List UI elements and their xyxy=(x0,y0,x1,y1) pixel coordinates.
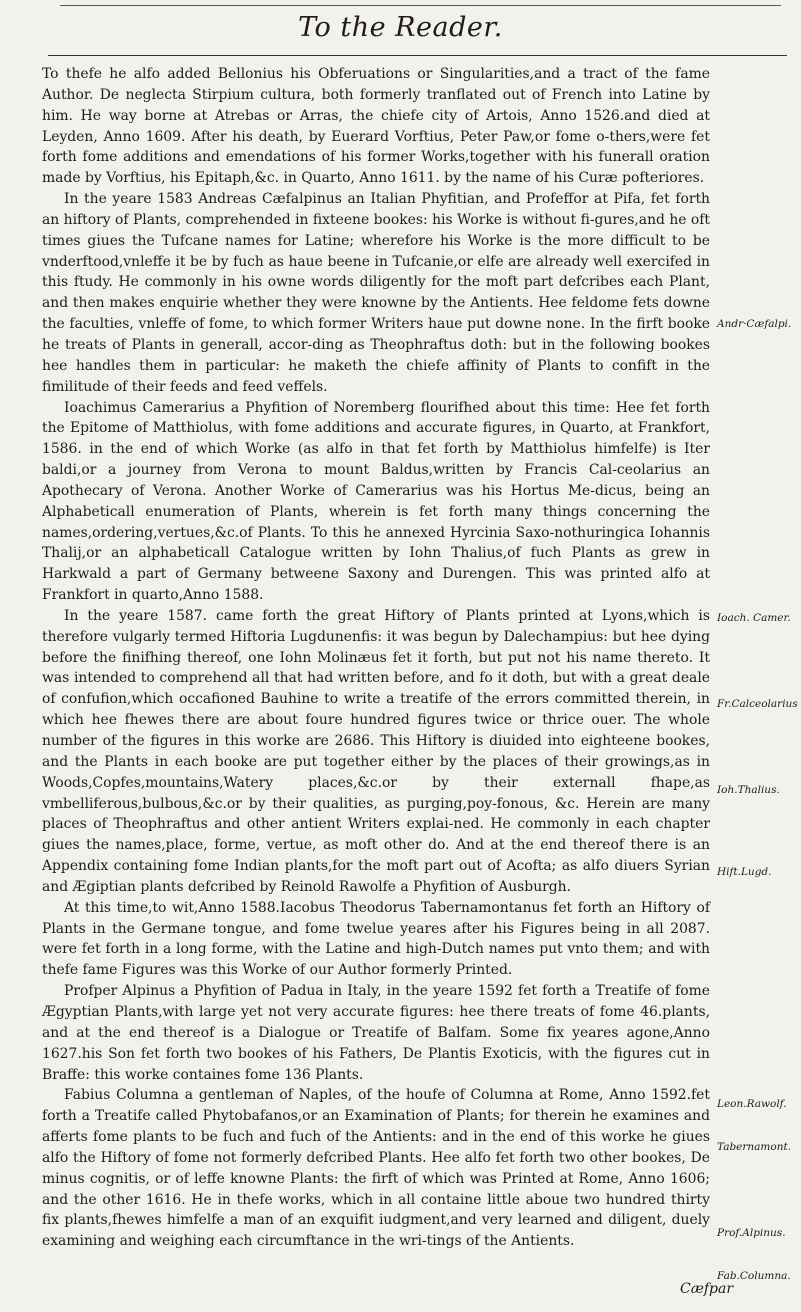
margin-note: Ioach. Camer. xyxy=(717,612,791,624)
running-header: To the Reader. xyxy=(298,12,503,43)
paragraph-caesalpinus: In the yeare 1583 Andreas Cæfalpinus an Italian Phyfitian, and Profeffor at Pifa, fet forth an hiftory of Plants, comprehended in fixteene bookes: his Worke is without fi-gures,and he oft times giues the Tufcane names for Latine; wherefore his Worke is the more difficult to be vnderftood,vnleffe it be by fuch as haue beene in Tufcanie,or elfe are already well exercifed in this ftudy. He commonly in his owne words diligently for the moft part defcribes each Plant, and then makes enquirie whether they were knowne by the Antients. Hee feldome fets downe the faculties, vnleffe of fome, to which former Writers haue put downe none. In the firft booke he treats of Plants in generall, accor-ding as Theophraftus doth: but in the following bookes hee handles them in particular: he maketh the chiefe affinity of Plants to confift in the fimilitude of their feeds and feed veffels. xyxy=(42,191,710,395)
paragraph-tabernamontanus: At this time,to wit,Anno 1588.Iacobus Theodorus Tabernamontanus fet forth an Hiftory of Plants in the Germane tongue, and fome twelue yeares after his Figures being in all 2087. were fet forth in a long forme, with the Latine and high-Dutch names put vnto them; and with thefe fame Figures was this Worke of our Author formerly Printed. xyxy=(42,899,710,979)
margin-note: Leon.Rawolf. xyxy=(717,1098,787,1110)
margin-note: Fr.Calceolarius xyxy=(717,698,798,710)
paragraph-historia-lugdunensis: In the yeare 1587. came forth the great Hiftory of Plants printed at Lyons,which is therefore vulgarly termed Hiftoria Lugdunenfis: it was begun by Dalechampius: but hee dying before the finifhing thereof, one Iohn Molinæus fet it forth, but put not his name thereto. It was intended to comprehend all that had written before, and fo it doth, but with a great deale of confufion,which occafioned Bauhine to write a treatife of the errors committed therein, in which hee fhewes there are about foure hundred figures twice or thrice ouer. The whole number of the figures in this worke are 2686. This Hiftory is diuided into eighteene bookes, and the Plants in each booke are put together either by the places of their growings,as in Woods,Copfes,mountains,Watery places,&c.or by their externall fhape,as vmbelliferous,bulbous,&c.or by their qualities, as purging,poy-fonous, &c. Herein are many places of Theophraftus and other antient Writers explai-ned. He commonly in each chapter giues the names,place, forme, vertue, as moft other do. And at the end thereof there is an Appendix containing fome Indian plants,for the moft part out of Acofta; as alfo diuers Syrian and Ægiptian plants defcribed by Reinold Rawolfe a Phyfition of Ausburgh. xyxy=(42,607,710,895)
paragraph-bellonius: To thefe he alfo added Bellonius his Obferuations or Singularities,and a tract of the fame Author. De neglecta Stirpium cultura, both formerly tranflated out of French into Latine by him. He way borne at Atrebas or Arras, the chiefe city of Artois, Anno 1526.and died at Leyden, Anno 1609. After his death, by Euerard Vorftius, Peter Paw,or fome o-thers,were fet forth fome additions and emendations of his former Works,together with his funerall oration made by Vorftius, his Epitaph,&c. in Quarto, Anno 1611. by the name of his Curæ pofteriores. xyxy=(42,66,710,187)
margin-note: Prof.Alpinus. xyxy=(717,1227,786,1239)
margin-note: Fab.Columna. xyxy=(717,1270,791,1282)
margin-note: Andr·Cæfalpi. xyxy=(717,318,792,330)
paragraph-columna: Fabius Columna a gentleman of Naples, of the houfe of Columna at Rome, Anno 1592.fet forth a Treatife called Phytobafanos,or an Examination of Plants; for therein he examines and afferts fome plants to be fuch and fuch of the Antients: and in the end of this worke he giues alfo the Hiftory of fome not formerly defcribed Plants. Hee alfo fet forth two other bookes, De minus cognitis, or of leffe knowne Plants: the firft of which was Printed at Rome, Anno 1606; and the other 1616. He in thefe works, which in all containe little aboue two hundred thirty fix plants,fhewes himfelfe a man of an exquifit iudgment,and very learned and diligent, duely examining and weighing each circumftance in the wri-tings of the Antients. xyxy=(42,1087,710,1250)
paragraph-camerarius: Ioachimus Camerarius a Phyfition of Noremberg flourifhed about this time: Hee fet forth the Epitome of Matthiolus, with fome additions and accurate figures, in Quarto, at Frankfort, 1586. in the end of which Worke (as alfo in that fet forth by Matthiolus himfelfe) is Iter baldi,or a journey from Verona to mount Baldus,written by Francis Cal-ceolarius an Apothecary of Verona. Another Worke of Camerarius was his Hortus Me-dicus, being an Alphabeticall enumeration of Plants, wherein is fet forth many things concerning the names,ordering,vertues,&c.of Plants. To this he annexed Hyrcinia Saxo-nothuringica Iohannis Thalij,or an alphabeticall Catalogue written by Iohn Thalius,of fuch Plants as grew in Harkwald a part of Germany betweene Saxony and Durengen. This was printed alfo at Frankfort in quarto,Anno 1588. xyxy=(42,399,710,604)
margin-note: Ioh.Thalius. xyxy=(717,784,780,796)
paragraph-alpinus: Profper Alpinus a Phyfition of Padua in Italy, in the yeare 1592 fet forth a Treatife of fome Ægyptian Plants,with large yet not very accurate figures: hee there treats of fome 46.plants, and at the end thereof is a Dialogue or Treatife of Balfam. Some fix yeares agone,Anno 1627.his Son fet forth two bookes of his Fathers, De Plantis Exoticis, with the figures cut in Braffe: this worke containes fome 136 Plants. xyxy=(42,983,710,1083)
catchword: Cæfpar xyxy=(680,1281,734,1297)
top-rule xyxy=(60,5,781,6)
margin-note: Hift.Lugd. xyxy=(717,866,772,878)
margin-note: Tabernamont. xyxy=(717,1141,792,1153)
main-text xyxy=(42,64,710,1252)
header-rule xyxy=(48,55,787,56)
